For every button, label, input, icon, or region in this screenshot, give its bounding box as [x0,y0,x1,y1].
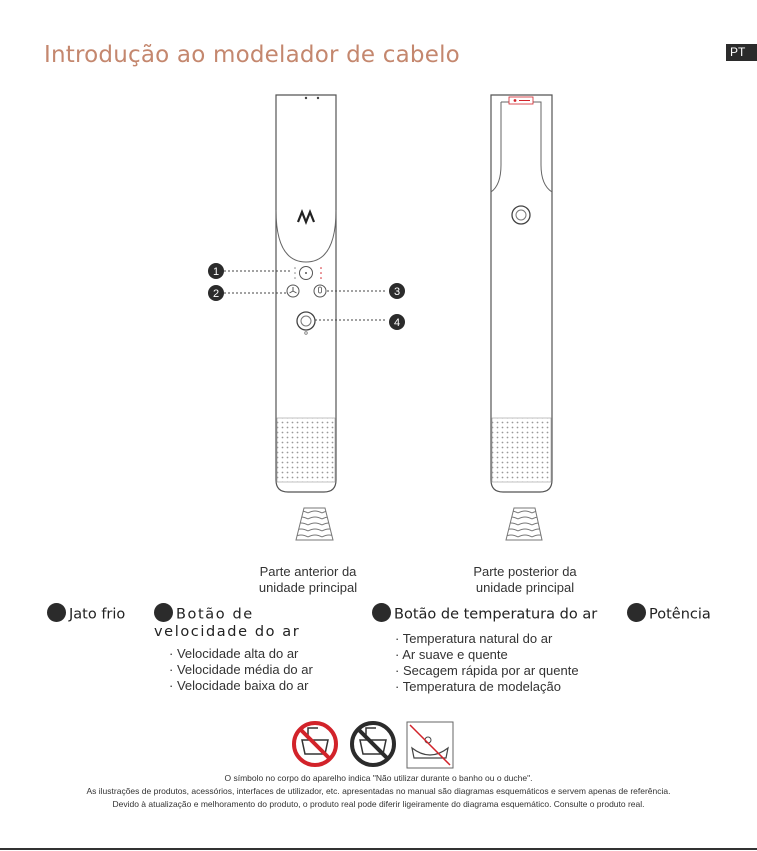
caption-back: Parte posterior da unidade principal [473,564,577,595]
feature-4-marker [627,603,646,622]
feature-4-title: Potência [649,606,711,623]
feature-3-marker [372,603,391,622]
list-item: · Velocidade baixa do ar [169,678,354,694]
callout-3: 3 [393,286,401,298]
feature-1 [47,605,125,624]
feature-2-title: Botão de velocidade do ar [154,606,301,640]
caption-front: Parte anterior da unidade principal [258,564,358,595]
list-item: · Velocidade alta do ar [169,646,354,662]
no-water-warning-icon [407,722,453,768]
no-shower-icon [352,723,394,765]
feature-2-list [169,646,354,694]
no-bath-icon [294,723,336,765]
note-illustrations: As ilustrações de produtos, acessórios, interfaces de utilizador, etc. apresentadas no manual são diagramas esquemáticos e servem apenas de referência. [86,786,671,796]
note-product-update: Devido à atualização e melhoramento do produto, o produto real pode diferir ligeiramente do diagrama esquemático. Consulte o produto real. [112,799,645,809]
feature-4 [627,605,711,624]
feature-2-marker [154,603,173,622]
back-unit [491,95,552,540]
page-title: Introdução ao modelador de cabelo [44,42,460,68]
front-unit [276,95,336,540]
list-item: · Velocidade média do ar [169,662,354,678]
list-item: · Temperatura de modelação [395,679,612,695]
feature-3-title: Botão de temperatura do ar [394,606,598,623]
callout-4: 4 [393,317,401,329]
list-item: · Ar suave e quente [395,647,612,663]
callout-1: 1 [212,266,220,278]
note-symbol: O símbolo no corpo do aparelho indica "Não utilizar durante o banho ou o duche". [224,773,533,783]
footer-divider [0,848,757,850]
list-item: · Secagem rápida por ar quente [395,663,612,679]
feature-2 [154,605,354,694]
list-item: · Temperatura natural do ar [395,631,612,647]
callout-2: 2 [212,288,220,300]
language-tag: PT [726,44,757,61]
feature-3-list [395,631,612,695]
feature-3 [372,605,612,695]
feature-1-title: Jato frio [69,606,126,623]
feature-1-marker [47,603,66,622]
